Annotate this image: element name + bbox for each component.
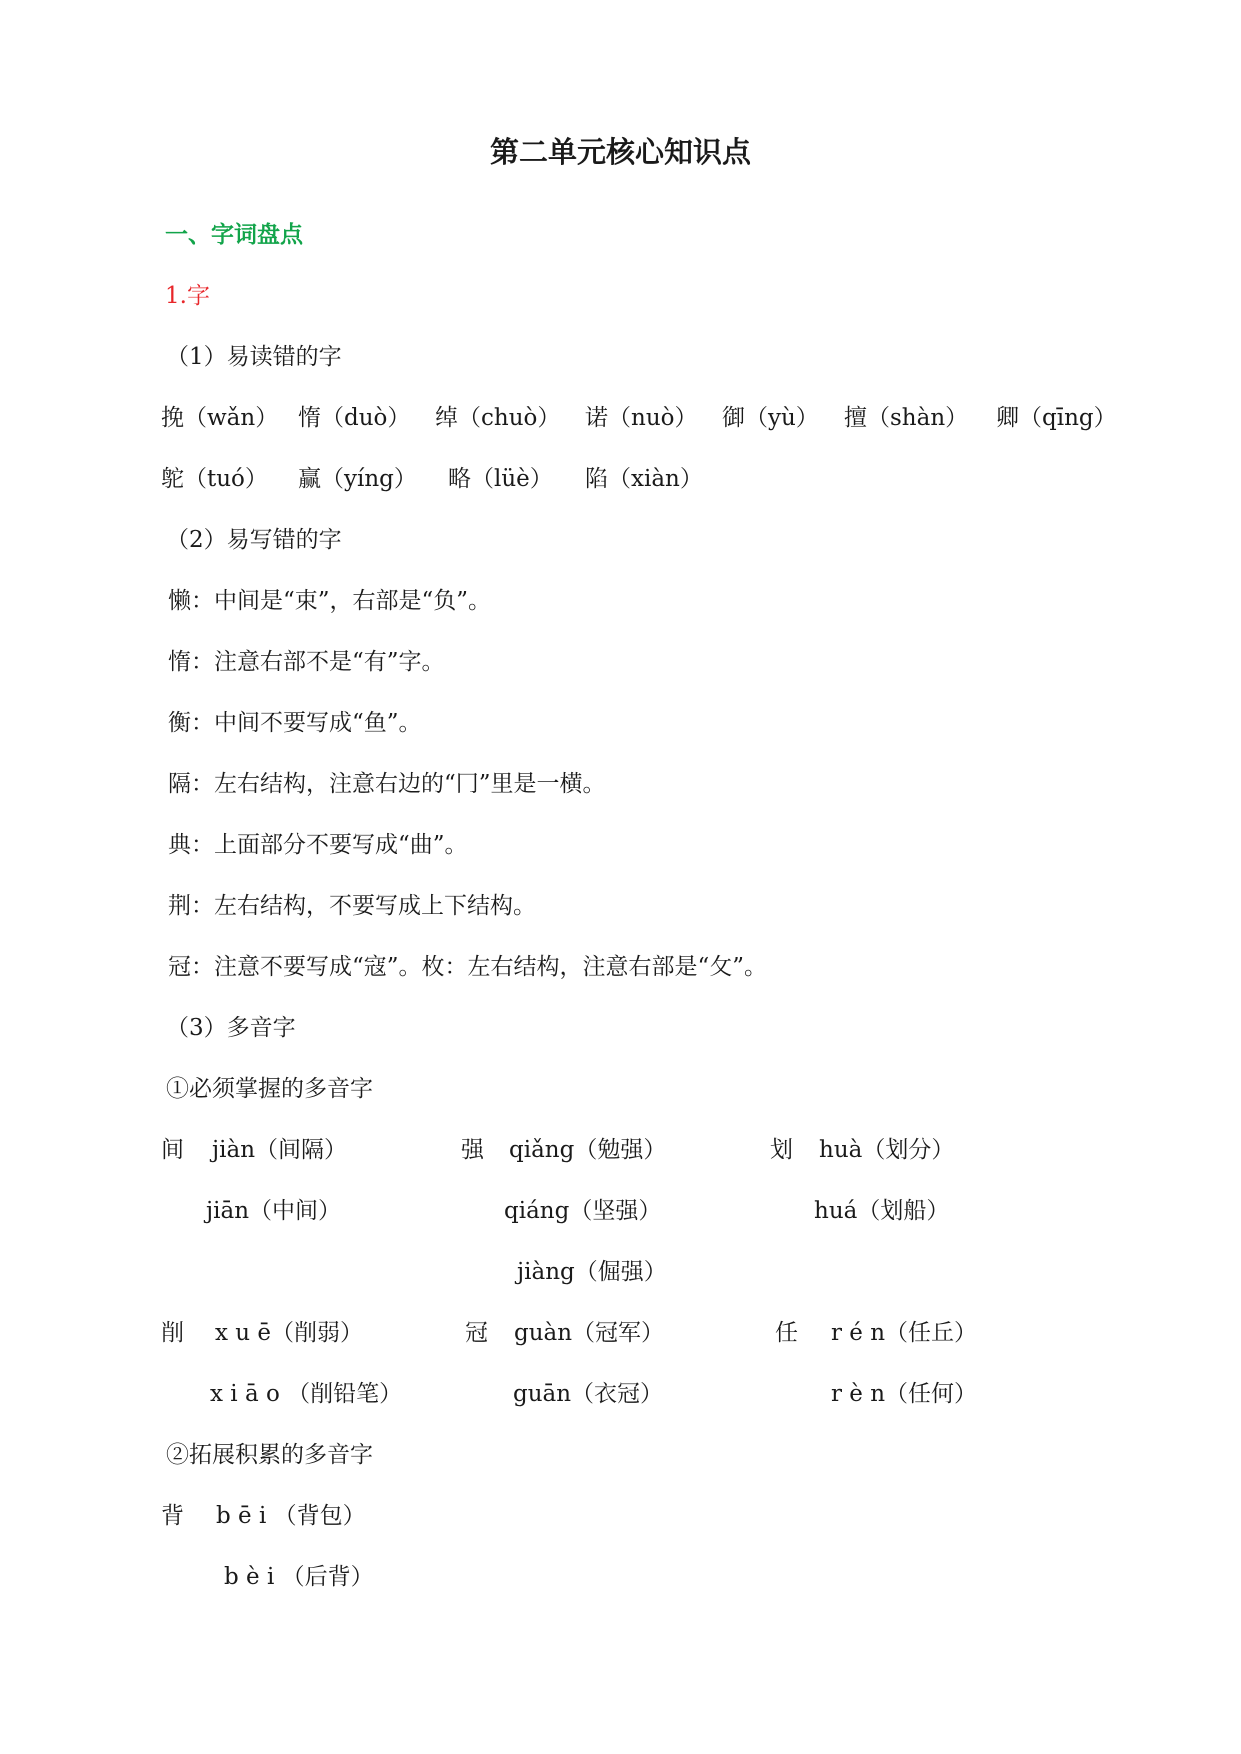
poly-reading: b ē i （背包） [216, 1503, 366, 1529]
misread-item: 赢（yíng） [298, 466, 417, 492]
poly-reading: jiàng（倔强） [517, 1259, 667, 1285]
poly-reading: qiǎng（勉强） [509, 1137, 667, 1163]
poly-reading: jiàn（间隔） [212, 1137, 348, 1163]
miswrite-item: 隔：左右结构，注意右边的“冂”里是一横。 [168, 771, 606, 797]
poly-reading: x u ē（削弱） [215, 1320, 364, 1346]
misread-item: 惰（duò） [298, 405, 411, 431]
poly-char-xue: 削 [161, 1320, 184, 1346]
poly-reading: huá（划船） [814, 1198, 950, 1224]
misread-item: 略（lüè） [448, 466, 553, 492]
part3-label: （3）多音字 [166, 1015, 296, 1041]
document-title: 第二单元核心知识点 [489, 135, 751, 169]
poly-reading: qiáng（坚强） [504, 1198, 662, 1224]
poly-reading: guān（衣冠） [513, 1381, 664, 1407]
misread-item: 绰（chuò） [435, 405, 561, 431]
poly-char-jian: 间 [161, 1137, 184, 1163]
poly-char-ren: 任 [775, 1320, 798, 1346]
miswrite-item: 衡：中间不要写成“鱼”。 [168, 710, 422, 736]
poly-reading: jiān（中间） [206, 1198, 342, 1224]
sub-heading: 1.字 [165, 283, 210, 309]
misread-item: 御（yù） [722, 405, 819, 431]
misread-item: 挽（wǎn） [161, 405, 279, 431]
misread-item: 诺（nuò） [585, 405, 698, 431]
part2-label: （2）易写错的字 [166, 527, 342, 553]
misread-item: 卿（qīng） [996, 405, 1117, 431]
poly-char-qiang: 强 [461, 1137, 484, 1163]
poly-reading: r è n（任何） [831, 1381, 978, 1407]
poly-reading: b è i （后背） [224, 1564, 374, 1590]
part3a-label: ①必须掌握的多音字 [166, 1076, 373, 1102]
miswrite-item: 惰：注意右部不是“有”字。 [168, 649, 445, 675]
miswrite-item: 懒：中间是“束”，右部是“负”。 [168, 588, 492, 614]
part1-label: （1）易读错的字 [166, 344, 342, 370]
miswrite-item: 荆：左右结构，不要写成上下结构。 [168, 893, 536, 919]
miswrite-item: 典：上面部分不要写成“曲”。 [168, 832, 468, 858]
miswrite-item: 冠：注意不要写成“寇”。枚：左右结构，注意右部是“攵”。 [168, 954, 768, 980]
poly-char-guan: 冠 [465, 1320, 488, 1346]
poly-reading: guàn（冠军） [514, 1320, 665, 1346]
misread-item: 擅（shàn） [844, 405, 969, 431]
misread-item: 鸵（tuó） [161, 466, 268, 492]
poly-reading: huà（划分） [819, 1137, 955, 1163]
poly-char-bei: 背 [161, 1503, 184, 1529]
section-heading: 一、字词盘点 [165, 222, 303, 248]
poly-reading: r é n（任丘） [831, 1320, 978, 1346]
misread-item: 陷（xiàn） [585, 466, 703, 492]
poly-reading: x i ā o （削铅笔） [210, 1381, 403, 1407]
poly-char-hua: 划 [770, 1137, 793, 1163]
part3b-label: ②拓展积累的多音字 [166, 1442, 373, 1468]
